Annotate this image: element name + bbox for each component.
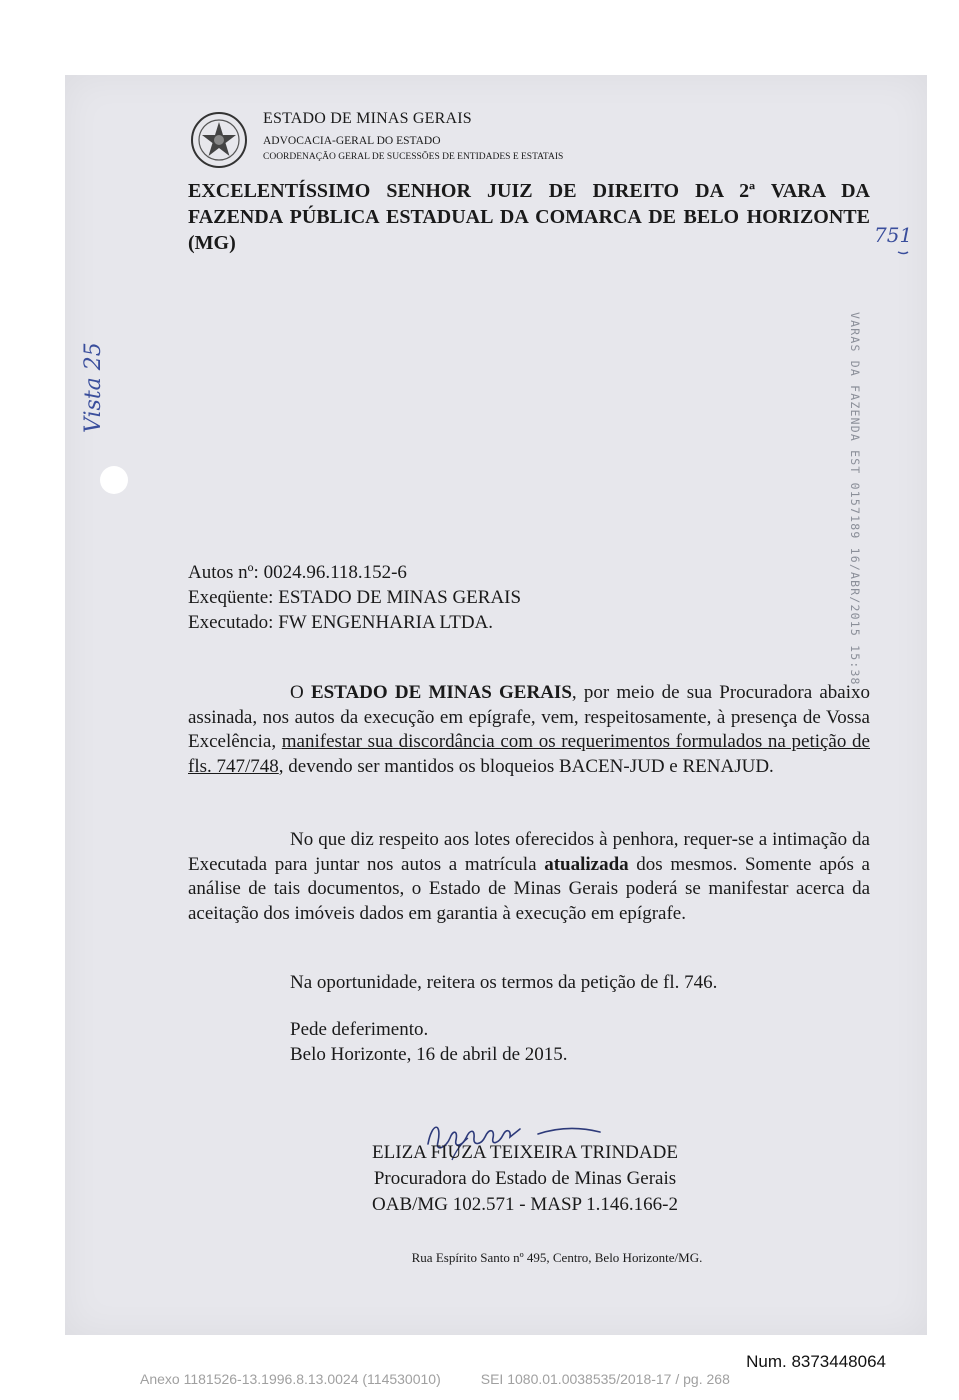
place-date: Belo Horizonte, 16 de abril de 2015. — [290, 1044, 568, 1065]
header-state: ESTADO DE MINAS GERAIS — [263, 110, 472, 127]
p1-bold: ESTADO DE MINAS GERAIS — [310, 682, 572, 703]
p1-prefix: O — [290, 682, 311, 703]
header-agency: ADVOCACIA-GERAL DO ESTADO — [263, 135, 441, 147]
signature-block — [330, 1140, 720, 1218]
p1-text-a: , por meio de sua Procuradora abaixo assinada, nos autos da execução em epígrafe, vem, respeitosamente, à presença de Vossa Excelência, — [188, 682, 870, 752]
svg-text:751: 751 — [874, 223, 912, 247]
closing: Pede deferimento. — [290, 1019, 429, 1040]
case-plaintiff: Exeqüente: ESTADO DE MINAS GERAIS — [188, 587, 522, 608]
paragraph-2 — [188, 828, 870, 926]
p1-text-b: , devendo ser mantidos os bloqueios BACEN-JUD e RENAJUD. — [278, 755, 774, 777]
document-number: Num. 8373448064 — [746, 1352, 886, 1371]
signatory-title: Procuradora do Estado de Minas Gerais — [373, 1168, 677, 1189]
letterhead — [188, 110, 888, 170]
punch-hole — [100, 466, 128, 494]
p2-bold: atualizada — [544, 853, 629, 875]
p2-text-b: dos mesmos. Somente após a análise de tais documentos, o Estado de Minas Gerais poderá se manifestar acerca da aceitação dos imóveis dados em garantia à execução em epígrafe. — [188, 853, 870, 924]
p2-text-a: No que diz respeito aos lotes oferecidos à penhora, requer-se a intimação da Executada para juntar nos autos a matrícula — [188, 829, 870, 875]
state-seal-icon — [188, 110, 250, 170]
case-defendant: Executado: FW ENGENHARIA LTDA. — [188, 612, 494, 633]
annex-footer — [140, 1371, 730, 1387]
header-department: COORDENAÇÃO GERAL DE SUCESSÕES DE ENTIDADES E ESTATAIS — [263, 152, 564, 162]
paragraph-1 — [188, 681, 870, 779]
reiteration: Na oportunidade, reitera os termos da petição de fl. 746. — [290, 972, 718, 993]
case-number: Autos nº: 0024.96.118.152-6 — [188, 562, 407, 583]
p1-underlined: manifestar sua discordância com os requerimentos formulados na petição de fls. 747/748 — [188, 731, 870, 777]
signatory-registration: OAB/MG 102.571 - MASP 1.146.166-2 — [372, 1194, 678, 1215]
footer-address: Rua Espírito Santo nº 495, Centro, Belo Horizonte/MG. — [411, 1250, 703, 1265]
sei-ref: SEI 1080.01.0038535/2018-17 / pg. 268 — [480, 1371, 730, 1387]
handwritten-page-number — [872, 218, 912, 258]
margin-note-handwritten — [68, 325, 118, 435]
annex-ref: Anexo 1181526-13.1996.8.13.0024 (114530010) — [140, 1371, 441, 1387]
case-info — [188, 560, 521, 635]
address-to-judge: EXCELENTÍSSIMO SENHOR JUIZ DE DIREITO DA 2ª VARA DA FAZENDA PÚBLICA ESTADUAL DA COMARCA DE BELO HORIZONTE (MG) — [188, 180, 870, 254]
svg-text:Vista 25: Vista 25 — [81, 342, 106, 433]
signatory-name: ELIZA FIUZA TEIXEIRA TRINDADE — [372, 1142, 678, 1163]
reception-stamp: VARAS DA FAZENDA EST 0157189 16/ABR/2015 15:38 — [848, 312, 862, 686]
